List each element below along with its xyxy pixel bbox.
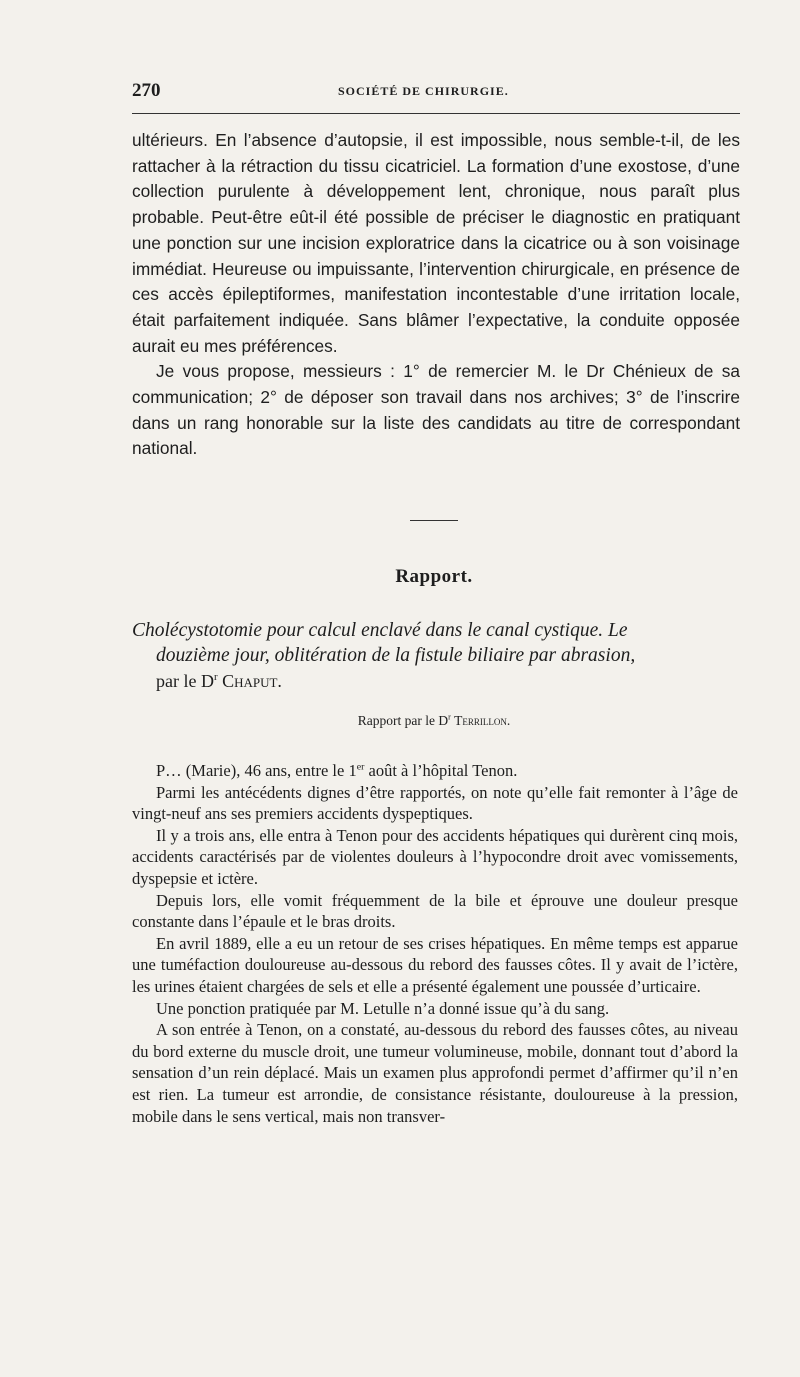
first-line-post: août à l’hôpital Tenon. (364, 761, 518, 780)
report-title (132, 618, 740, 668)
paragraph: Depuis lors, elle vomit fréquemment de la bile et éprouve une douleur presque constante dans l’épaule et le bras droits. (132, 890, 738, 932)
paragraph: Parmi les antécédents dignes d’être rapportés, on note qu’elle fait remonter à l’âge de vingt-neuf ans ses premiers accidents dyspeptiques. (132, 782, 738, 824)
paragraph: A son entrée à Tenon, on a constaté, au-dessous du rebord des fausses côtes, au niveau du bord externe du muscle droit, une tumeur volumineuse, mobile, donnant tout d’abord la sensation d’un rein déplacé. Mais un examen plus approfondi permet d’affirmer qu’il n’en est rien. La tumeur est arrondie, de consistance résistante, douloureuse à la pression, mobile dans le sens vertical, mais non transver- (132, 1020, 738, 1126)
first-line-sup: er (356, 761, 365, 773)
paragraph: Une ponction pratiquée par M. Letulle n’a donné issue qu’à du sang. (156, 998, 610, 1018)
paragraph: Il y a trois ans, elle entra à Tenon pour des accidents hépatiques qui durèrent cinq mois, accidents caractérisés par de violentes douleurs à l’hypocondre droit avec vomissements, dyspepsie et ictère. (132, 825, 738, 888)
running-head: SOCIÉTÉ DE CHIRURGIE. (338, 84, 509, 98)
header-rule (132, 113, 740, 114)
paragraph: En avril 1889, elle a eu un retour de ses crises hépatiques. En même temps est apparue une tuméfaction douloureuse au-dessous du rebord des fausses côtes. Il y avait de l’ictère, les urines étaient chargées de sels et elle a présenté également une poussée d’urticaire. (132, 933, 738, 996)
reporter-name: Terrillon. (454, 713, 511, 728)
report-title-line-2: douzième jour, oblitération de la fistule biliaire par abrasion, (156, 645, 636, 666)
paragraph: Je vous propose, messieurs : 1° de remercier M. le Dr Chénieux de sa communication; 2° de déposer son travail dans nos archives; 3° de l’inscrire dans un rang honorable sur la liste des candidats au titre de correspondant national. (132, 361, 740, 459)
author-name: Chaput. (222, 671, 282, 691)
page-number: 270 (132, 80, 161, 101)
intro-text (132, 128, 740, 462)
paragraph (132, 760, 738, 782)
paragraph: ultérieurs. En l’absence d’autopsie, il est impossible, nous semble-t-il, de les rattacher à la rétraction du tissu cicatriciel. La formation d’une exostose, d’une collection purulente à développement lent, chronique, nous paraît plus probable. Peut-être eût-il été possible de préciser le diagnostic en pratiquant une ponction sur une incision exploratrice dans la cicatrice ou à son voisinage immédiat. Heureuse ou impuissante, l’intervention chirurgicale, en présence de ces accès épileptiformes, manifestation incontestable d’une irritation locale, était parfaitement indiquée. Sans blâmer l’expectative, la conduite opposée aurait eu mes préférences. (132, 130, 740, 356)
section-title: Rapport. (395, 566, 473, 587)
first-line-pre: P… (Marie), 46 ans, entre le 1 (156, 761, 357, 780)
page-header (132, 80, 738, 104)
reporter-line (0, 713, 800, 729)
reporter-prefix: Rapport par le D (357, 713, 449, 728)
report-title-line-1: Cholécystotomie pour calcul enclavé dans le canal cystique. Le (132, 620, 628, 641)
byline-prefix: par le D (156, 671, 214, 691)
byline-sup: r (213, 671, 218, 683)
author-byline (156, 669, 282, 693)
reporter-sup: r (448, 712, 451, 722)
case-report-text (132, 760, 738, 1127)
section-separator (410, 520, 458, 521)
